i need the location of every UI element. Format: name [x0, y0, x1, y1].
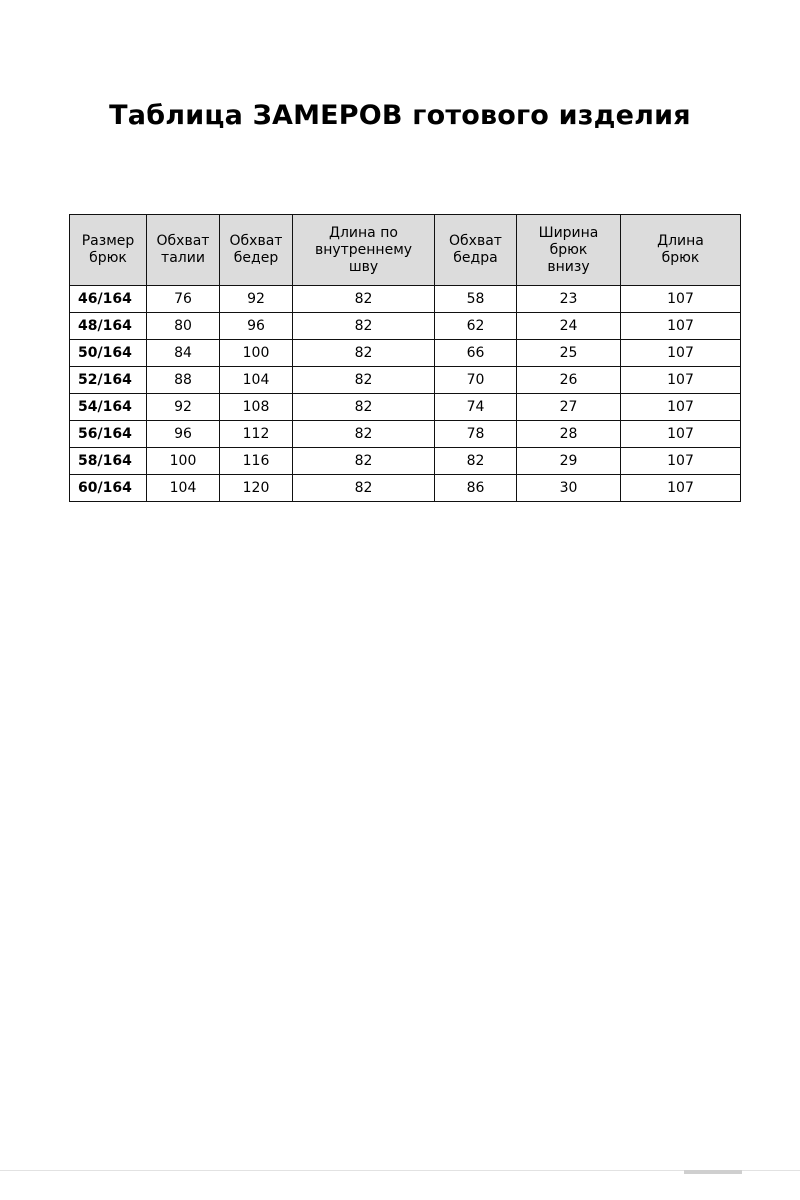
- inseam-cell: 82: [293, 448, 435, 475]
- length-cell: 107: [621, 421, 741, 448]
- hem-width-cell: 27: [517, 394, 621, 421]
- size-cell: 58/164: [70, 448, 147, 475]
- table-row: [70, 313, 741, 340]
- page-title: Таблица ЗАМЕРОВ готового изделия: [109, 100, 691, 131]
- table-row: [70, 421, 741, 448]
- hips-cell: 116: [220, 448, 293, 475]
- size-cell: 52/164: [70, 367, 147, 394]
- size-cell: 48/164: [70, 313, 147, 340]
- waist-cell: 100: [147, 448, 220, 475]
- hem-width-cell: 24: [517, 313, 621, 340]
- thigh-cell: 58: [435, 286, 517, 313]
- waist-cell: 76: [147, 286, 220, 313]
- table-row: [70, 394, 741, 421]
- size-cell: 50/164: [70, 340, 147, 367]
- hips-cell: 120: [220, 475, 293, 502]
- header-size: Размер брюк: [70, 215, 147, 286]
- waist-cell: 104: [147, 475, 220, 502]
- hips-cell: 100: [220, 340, 293, 367]
- hem-width-cell: 23: [517, 286, 621, 313]
- thigh-cell: 74: [435, 394, 517, 421]
- inseam-cell: 82: [293, 475, 435, 502]
- inseam-cell: 82: [293, 367, 435, 394]
- inseam-cell: 82: [293, 421, 435, 448]
- thigh-cell: 62: [435, 313, 517, 340]
- table-row: [70, 286, 741, 313]
- length-cell: 107: [621, 340, 741, 367]
- hem-width-cell: 30: [517, 475, 621, 502]
- inseam-cell: 82: [293, 394, 435, 421]
- hem-width-cell: 29: [517, 448, 621, 475]
- header-waist: Обхват талии: [147, 215, 220, 286]
- hem-width-cell: 26: [517, 367, 621, 394]
- hem-width-cell: 28: [517, 421, 621, 448]
- page-bottom-divider: [0, 1170, 800, 1171]
- size-cell: 54/164: [70, 394, 147, 421]
- inseam-cell: 82: [293, 313, 435, 340]
- header-hips: Обхват бедер: [220, 215, 293, 286]
- size-cell: 46/164: [70, 286, 147, 313]
- hips-cell: 96: [220, 313, 293, 340]
- thigh-cell: 70: [435, 367, 517, 394]
- header-inseam: Длина по внутреннему шву: [293, 215, 435, 286]
- inseam-cell: 82: [293, 286, 435, 313]
- thigh-cell: 78: [435, 421, 517, 448]
- thigh-cell: 82: [435, 448, 517, 475]
- waist-cell: 92: [147, 394, 220, 421]
- length-cell: 107: [621, 448, 741, 475]
- table-header-row: [70, 215, 741, 286]
- length-cell: 107: [621, 286, 741, 313]
- thigh-cell: 86: [435, 475, 517, 502]
- hips-cell: 92: [220, 286, 293, 313]
- size-cell: 56/164: [70, 421, 147, 448]
- thigh-cell: 66: [435, 340, 517, 367]
- header-length: Длина брюк: [621, 215, 741, 286]
- length-cell: 107: [621, 475, 741, 502]
- page-bottom-mark: [684, 1170, 742, 1174]
- waist-cell: 80: [147, 313, 220, 340]
- hips-cell: 108: [220, 394, 293, 421]
- table-row: [70, 340, 741, 367]
- header-thigh: Обхват бедра: [435, 215, 517, 286]
- waist-cell: 84: [147, 340, 220, 367]
- hem-width-cell: 25: [517, 340, 621, 367]
- length-cell: 107: [621, 394, 741, 421]
- length-cell: 107: [621, 367, 741, 394]
- hips-cell: 104: [220, 367, 293, 394]
- table-row: [70, 475, 741, 502]
- inseam-cell: 82: [293, 340, 435, 367]
- header-hem-width: Ширина брюк внизу: [517, 215, 621, 286]
- length-cell: 107: [621, 313, 741, 340]
- size-cell: 60/164: [70, 475, 147, 502]
- measurements-table: [69, 214, 741, 502]
- hips-cell: 112: [220, 421, 293, 448]
- table-row: [70, 367, 741, 394]
- table-row: [70, 448, 741, 475]
- waist-cell: 96: [147, 421, 220, 448]
- waist-cell: 88: [147, 367, 220, 394]
